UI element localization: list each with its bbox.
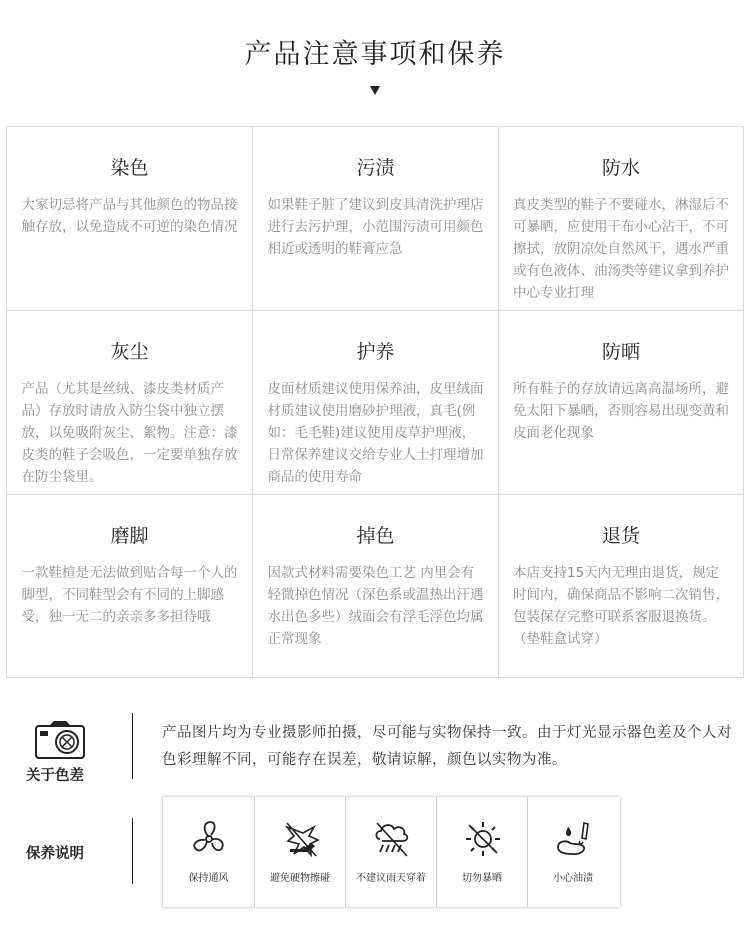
care-item-no-rain <box>345 797 436 907</box>
color-difference-section <box>0 708 750 788</box>
note-title: 护养 <box>356 341 395 363</box>
note-text: 真皮类型的鞋子不要碰水，淋湿后不可暴晒，应使用干布小心沾干，不可擦拭，放阴凉处自然风干，遇水严重或有色液体、油汤类等建议拿到养护中心专业打理 <box>513 197 729 301</box>
no-sun-exposure-icon <box>463 819 503 859</box>
care-item-label: 不建议雨天穿着 <box>356 873 426 884</box>
note-cell-maintenance <box>253 311 499 495</box>
note-text: 因款式材料需要染色工艺 内里会有轻微掉色情况（深色系或温热出汗遇水出色多些）绒面会有浮毛浮色均属正常现象 <box>267 565 484 647</box>
care-instructions-box <box>163 797 620 907</box>
care-item-ventilation <box>163 797 254 907</box>
down-arrow-icon <box>370 86 380 95</box>
note-text: 产品（尤其是丝绒、漆皮类材质产品）存放时请放入防尘袋中独立摆放，以免吸附灰尘、絮物。注意：漆皮类的鞋子会吸色，一定要单独存放在防尘袋里。 <box>21 381 238 485</box>
note-text: 皮面材质建议使用保养油，皮里绒面材质建议使用磨砂护理液，真毛(例如：毛毛鞋)建议使用皮草护理液，日常保养建议交给专业人士打理增加商品的使用寿命 <box>267 381 484 485</box>
note-title: 退货 <box>601 525 640 547</box>
note-cell-dye <box>7 127 253 311</box>
camera-icon <box>34 720 86 760</box>
care-item-no-hard-object <box>254 797 345 907</box>
care-item-label: 保持通风 <box>188 873 229 884</box>
care-item-label: 避免硬物擦碰 <box>270 873 330 884</box>
page-title: 产品注意事项和保养 <box>244 39 506 70</box>
note-title: 磨脚 <box>110 525 149 547</box>
note-text: 大家切忌将产品与其他颜色的物品接触存放，以免造成不可逆的染色情况 <box>21 197 238 235</box>
no-hard-object-icon <box>281 819 321 859</box>
color-difference-text: 产品图片均为专业摄影师拍摄，尽可能与实物保持一致。由于灯光显示器色差及个人对色彩理解不同，可能存在误差，敬请谅解，颜色以实物为准。 <box>162 725 732 768</box>
care-instructions-label: 保养说明 <box>26 846 84 862</box>
note-title: 灰尘 <box>110 341 149 363</box>
no-rain-icon <box>372 819 412 859</box>
note-cell-chafing <box>7 495 253 677</box>
care-item-no-sun <box>436 797 527 907</box>
divider-line <box>132 713 133 779</box>
note-text: 一款鞋楦是无法做到贴合每一个人的脚型，不同鞋型会有不同的上脚感受，独一无二的亲亲多多担待哦 <box>21 565 238 625</box>
divider-line <box>132 818 133 884</box>
note-cell-returns <box>499 495 743 677</box>
color-difference-label: 关于色差 <box>26 768 84 784</box>
care-notes-grid <box>6 126 744 678</box>
note-text: 所有鞋子的存放请远离高温场所，避免太阳下暴晒，否则容易出现变黄和皮面老化现象 <box>513 381 729 441</box>
note-title: 染色 <box>110 157 149 179</box>
note-title: 防晒 <box>601 341 640 363</box>
care-item-oil-stain <box>527 797 618 907</box>
note-title: 污渍 <box>356 157 395 179</box>
note-cell-waterproof <box>499 127 743 311</box>
note-text: 本店支持15天内无理由退货，规定时间内，确保商品不影响二次销售，包装保存完整可联系客服退换货。（垫鞋盒试穿） <box>513 565 729 647</box>
note-cell-stain <box>253 127 499 311</box>
note-text: 如果鞋子脏了建议到皮具清洗护理店进行去污护理，小范围污渍可用颜色相近或透明的鞋膏应急 <box>267 197 484 257</box>
note-cell-sun <box>499 311 743 495</box>
care-item-label: 小心油渍 <box>553 873 593 884</box>
note-title: 掉色 <box>356 525 395 547</box>
ventilation-fan-icon <box>189 819 229 859</box>
note-cell-fading <box>253 495 499 677</box>
note-title: 防水 <box>601 157 640 179</box>
oil-stain-icon <box>554 819 594 859</box>
care-item-label: 切勿暴晒 <box>462 873 502 884</box>
note-cell-dust <box>7 311 253 495</box>
